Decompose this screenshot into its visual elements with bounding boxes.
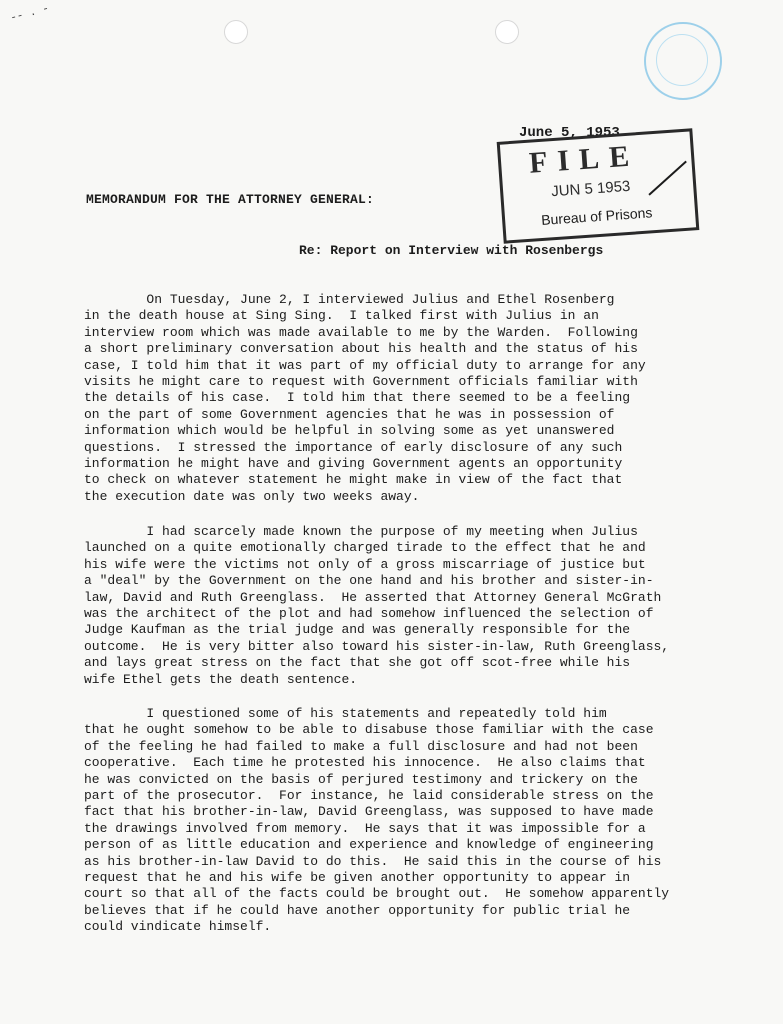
text-line: request that he and his wife be given another opportunity to appear in bbox=[84, 870, 631, 886]
circular-stamp-ring bbox=[656, 34, 708, 86]
text-line: wife Ethel gets the death sentence. bbox=[84, 671, 358, 687]
text-line: person of as little education and experience and knowledge of engineering bbox=[84, 837, 654, 853]
paragraph-2 bbox=[84, 524, 724, 688]
text-line: was the architect of the plot and had somehow influenced the selection of bbox=[84, 606, 654, 622]
text-line: Judge Kaufman as the trial judge and was generally responsible for the bbox=[84, 622, 631, 638]
text-line: information he might have and giving Government agents an opportunity bbox=[84, 456, 623, 472]
text-line: court so that all of the facts could be brought out. He somehow apparently bbox=[84, 886, 670, 902]
memo-heading: MEMORANDUM FOR THE ATTORNEY GENERAL: bbox=[86, 192, 375, 207]
file-stamp-bureau: Bureau of Prisons bbox=[540, 204, 653, 229]
text-line: of the feeling he had failed to make a full disclosure and had not been bbox=[84, 738, 638, 754]
file-stamp-word: FILE bbox=[528, 139, 641, 180]
text-line: that he ought somehow to be able to disabuse those familiar with the case bbox=[84, 722, 654, 738]
text-line: the details of his case. I told him that there seemed to be a feeling bbox=[84, 390, 631, 406]
text-line: visits he might care to request with Government officials familiar with bbox=[84, 374, 638, 390]
text-line: cooperative. Each time he protested his innocence. He also claims that bbox=[84, 755, 646, 771]
memo-date: June 5, 1953 bbox=[519, 125, 620, 141]
text-line: I questioned some of his statements and repeatedly told him bbox=[84, 706, 607, 721]
text-line: believes that if he could have another opportunity for public trial he bbox=[84, 902, 631, 918]
text-line: and lays great stress on the fact that she got off scot-free while his bbox=[84, 655, 631, 671]
text-line: a "deal" by the Government on the one hand and his brother and sister-in- bbox=[84, 573, 654, 589]
text-line: launched on a quite emotionally charged tirade to the effect that he and bbox=[84, 540, 646, 556]
text-line: I had scarcely made known the purpose of my meeting when Julius bbox=[84, 524, 638, 539]
corner-mark: -- . - bbox=[9, 3, 51, 25]
text-line: fact that his brother-in-law, David Greenglass, was supposed to have made bbox=[84, 804, 654, 820]
circular-received-stamp bbox=[644, 22, 722, 100]
text-line: in the death house at Sing Sing. I talked first with Julius in an bbox=[84, 308, 599, 324]
text-line: his wife were the victims not only of a gross miscarriage of justice but bbox=[84, 556, 646, 572]
paragraph-1 bbox=[84, 292, 724, 505]
text-line: law, David and Ruth Greenglass. He asserted that Attorney General McGrath bbox=[84, 589, 662, 605]
text-line: questions. I stressed the importance of early disclosure of any such bbox=[84, 439, 623, 455]
text-line: a short preliminary conversation about his health and the status of his bbox=[84, 341, 638, 357]
text-line: information which would be helpful in solving some as yet unanswered bbox=[84, 423, 615, 439]
paragraph-3 bbox=[84, 706, 724, 936]
memo-subject: Re: Report on Interview with Rosenbergs bbox=[299, 243, 604, 258]
punch-hole-right bbox=[495, 20, 519, 44]
text-line: as his brother-in-law David to do this. He said this in the course of his bbox=[84, 853, 662, 869]
text-line: the drawings involved from memory. He says that it was impossible for a bbox=[84, 820, 646, 836]
text-line: to check on whatever statement he might make in view of the fact that bbox=[84, 472, 623, 488]
file-stamp-slash bbox=[648, 161, 686, 196]
text-line: he was convicted on the basis of perjured testimony and trickery on the bbox=[84, 771, 638, 787]
punch-hole-left bbox=[224, 20, 248, 44]
text-line: interview room which was made available to me by the Warden. Following bbox=[84, 324, 638, 340]
text-line: could vindicate himself. bbox=[84, 919, 272, 935]
text-line: part of the prosecutor. For instance, he laid considerable stress on the bbox=[84, 788, 654, 804]
file-stamp bbox=[497, 128, 700, 243]
text-line: case, I told him that it was part of my official duty to arrange for any bbox=[84, 357, 646, 373]
text-line: on the part of some Government agencies that he was in possession of bbox=[84, 406, 615, 422]
file-stamp-date: JUN 5 1953 bbox=[550, 177, 631, 201]
text-line: the execution date was only two weeks away. bbox=[84, 488, 420, 504]
text-line: outcome. He is very bitter also toward his sister-in-law, Ruth Greenglass, bbox=[84, 638, 670, 654]
text-line: On Tuesday, June 2, I interviewed Julius and Ethel Rosenberg bbox=[84, 292, 615, 307]
